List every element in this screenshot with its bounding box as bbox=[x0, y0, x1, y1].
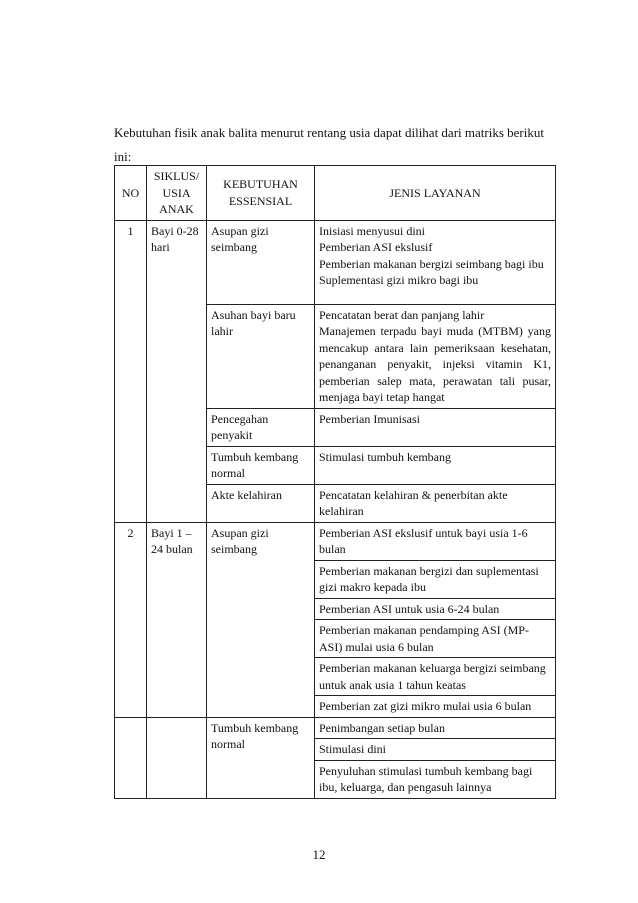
service-cell bbox=[315, 304, 556, 408]
header-no: NO bbox=[115, 166, 147, 221]
need-cell: Tumbuh kembang normal bbox=[207, 446, 315, 484]
service-line: Suplementasi gizi mikro bagi ibu bbox=[319, 273, 479, 287]
table-row bbox=[115, 717, 556, 739]
row-number: 2 bbox=[115, 522, 147, 717]
service-cell: Pemberian ASI untuk usia 6-24 bulan bbox=[315, 598, 556, 620]
service-cell bbox=[315, 220, 556, 304]
service-line: Pemberian ASI ekslusif bbox=[319, 240, 433, 254]
need-cell: Asuhan bayi baru lahir bbox=[207, 304, 315, 408]
age-cell-empty bbox=[147, 717, 207, 798]
row-number: 1 bbox=[115, 220, 147, 522]
service-cell: Pemberian Imunisasi bbox=[315, 408, 556, 446]
table-row bbox=[115, 522, 556, 560]
service-cell: Stimulasi tumbuh kembang bbox=[315, 446, 556, 484]
service-line: Pencatatan berat dan panjang lahir bbox=[319, 307, 485, 322]
service-cell: Pencatatan kelahiran & penerbitan akte kelahiran bbox=[315, 484, 556, 522]
age-cell: Bayi 1 – 24 bulan bbox=[147, 522, 207, 717]
service-cell: Penyuluhan stimulasi tumbuh kembang bagi ibu, keluarga, dan pengasuh lainnya bbox=[315, 760, 556, 798]
service-cell: Pemberian makanan keluarga bergizi seimbang untuk anak usia 1 tahun keatas bbox=[315, 658, 556, 696]
service-cell: Pemberian zat gizi mikro mulai usia 6 bulan bbox=[315, 696, 556, 718]
service-line: Manajemen terpadu bayi muda (MTBM) yang mencakup antara lain pemeriksaan kesehatan, penanganan penyakit, injeksi vitamin K1, pemberian salep mata, perawatan tali pusar, menjaga bayi tetap hangat bbox=[319, 324, 551, 404]
page-number: 12 bbox=[312, 847, 326, 862]
service-cell: Stimulasi dini bbox=[315, 739, 556, 761]
service-cell: Pemberian ASI ekslusif untuk bayi usia 1-6 bulan bbox=[315, 522, 556, 560]
need-cell: Tumbuh kembang normal bbox=[207, 717, 315, 798]
needs-matrix-table bbox=[114, 165, 556, 799]
service-line: Pemberian makanan bergizi seimbang bagi ibu bbox=[319, 256, 544, 271]
need-cell: Asupan gizi seimbang bbox=[207, 220, 315, 304]
header-kebutuhan: KEBUTUHAN ESSENSIAL bbox=[207, 166, 315, 221]
service-cell: Pemberian makanan bergizi dan suplementasi gizi makro kepada ibu bbox=[315, 560, 556, 598]
age-cell: Bayi 0-28 hari bbox=[147, 220, 207, 522]
table-header-row bbox=[115, 166, 556, 221]
need-cell: Asupan gizi seimbang bbox=[207, 522, 315, 717]
intro-paragraph: Kebutuhan fisik anak balita menurut rentang usia dapat dilihat dari matriks berikut ini: bbox=[114, 125, 544, 164]
need-cell: Pencegahan penyakit bbox=[207, 408, 315, 446]
header-siklus: SIKLUS/ USIA ANAK bbox=[147, 166, 207, 221]
service-cell: Pemberian makanan pendamping ASI (MP-ASI) mulai usia 6 bulan bbox=[315, 620, 556, 658]
header-layanan: JENIS LAYANAN bbox=[315, 166, 556, 221]
table-row bbox=[115, 220, 556, 304]
service-line: Inisiasi menyusui dini bbox=[319, 223, 425, 238]
need-cell: Akte kelahiran bbox=[207, 484, 315, 522]
row-number-empty bbox=[115, 717, 147, 798]
service-cell: Penimbangan setiap bulan bbox=[315, 717, 556, 739]
